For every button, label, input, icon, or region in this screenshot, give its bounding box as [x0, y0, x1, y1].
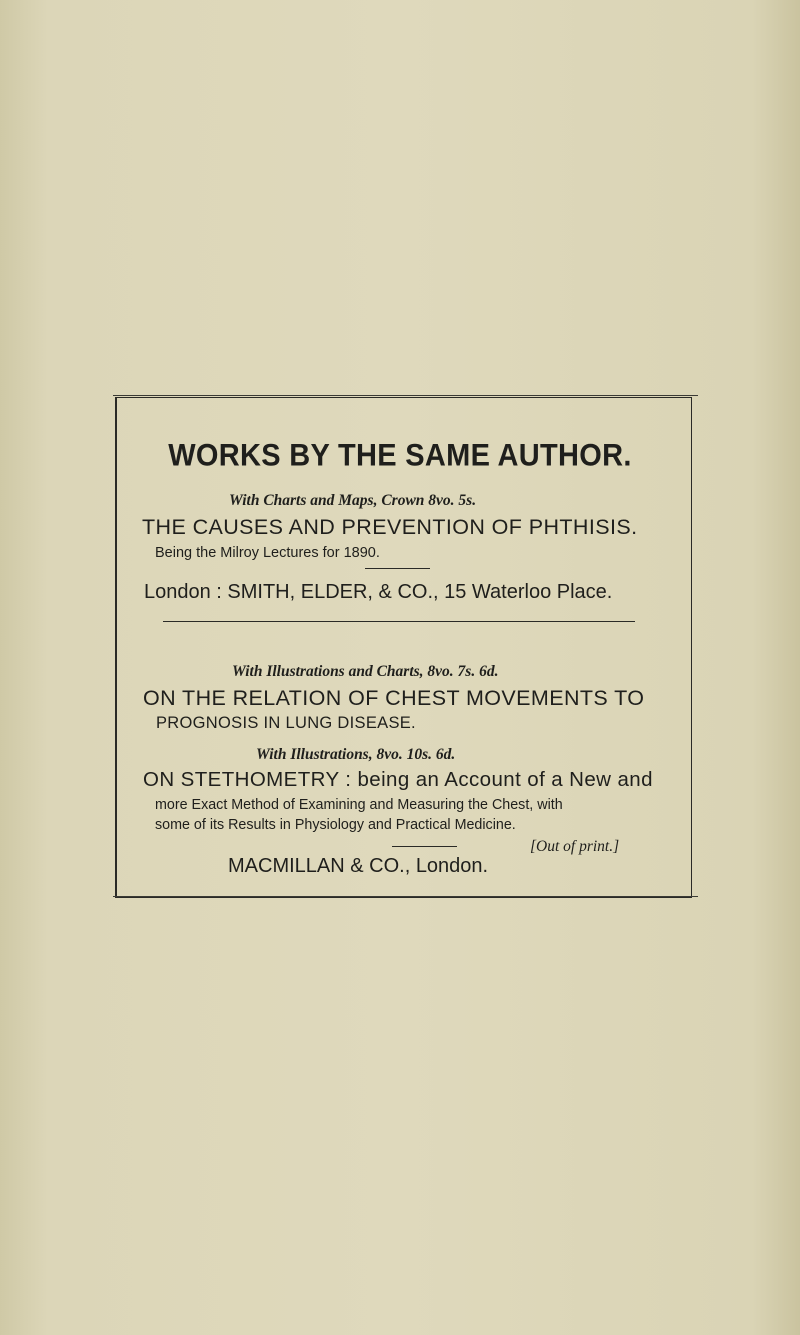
- page-heading: WORKS BY THE SAME AUTHOR.: [168, 438, 632, 474]
- out-of-print-note: [Out of print.]: [530, 838, 620, 855]
- work2-title-line2: PROGNOSIS IN LUNG DISEASE.: [156, 714, 416, 732]
- frame-bottom-rule: [113, 896, 698, 897]
- work1-format-line: With Charts and Maps, Crown 8vo. 5s.: [229, 492, 477, 509]
- work1-publisher: London : SMITH, ELDER, & CO., 15 Waterloo Place.: [144, 581, 613, 603]
- section-divider: [163, 621, 635, 622]
- work3-description-line2: some of its Results in Physiology and Practical Medicine.: [155, 817, 516, 833]
- work3-description-line1: more Exact Method of Examining and Measuring the Chest, with: [155, 797, 563, 813]
- work2-format-line: With Illustrations and Charts, 8vo. 7s. 6d.: [232, 663, 499, 680]
- short-rule: [392, 846, 457, 847]
- separator-rule: [365, 568, 430, 569]
- work3-title: ON STETHOMETRY : being an Account of a New and: [143, 768, 653, 791]
- work1-title: THE CAUSES AND PREVENTION OF PHTHISIS.: [142, 515, 638, 539]
- work1-subtitle: Being the Milroy Lectures for 1890.: [155, 545, 380, 561]
- work3-format-line: With Illustrations, 8vo. 10s. 6d.: [256, 746, 456, 763]
- work3-publisher: MACMILLAN & CO., London.: [228, 855, 489, 877]
- frame-top-rule: [113, 395, 698, 396]
- work2-title-line1: ON THE RELATION OF CHEST MOVEMENTS TO: [143, 686, 645, 710]
